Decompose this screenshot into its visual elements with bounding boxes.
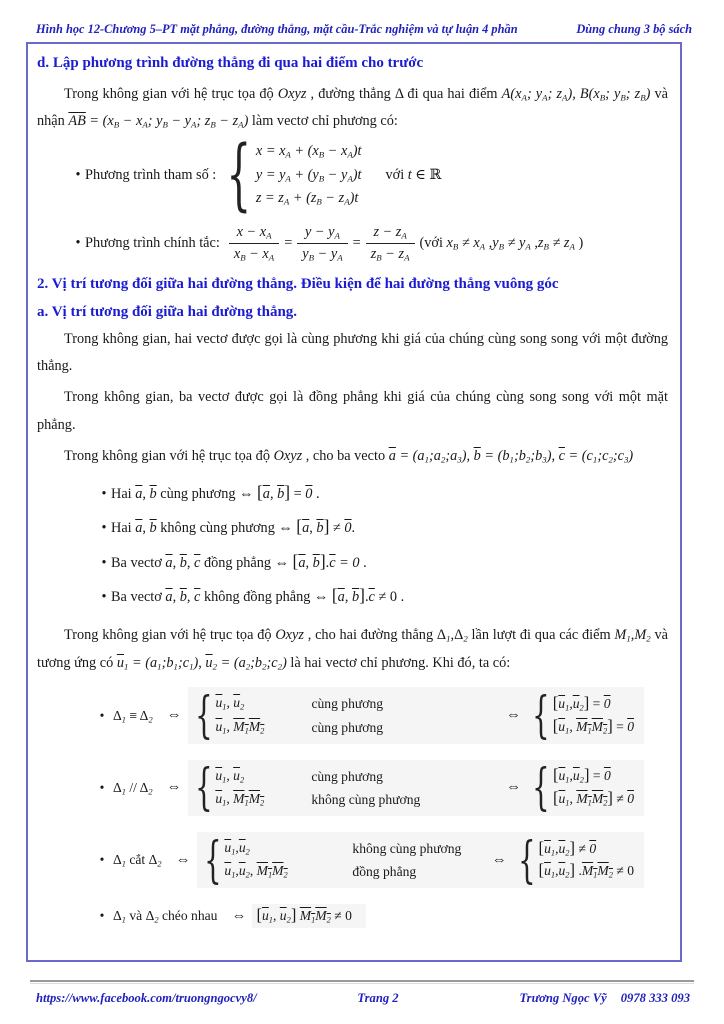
left-brace: { — [194, 686, 213, 745]
iff-arrow: ⇔ — [166, 779, 182, 796]
result-system: { $[\overline{u}_1,\overline{u}_2] = 0$ [$\overline{u}_1$, $M_1M_2] = 0$ — [532, 686, 634, 745]
parametric-equation-row — [71, 130, 668, 221]
section-heading-a: a. Vị trí tương đối giữa hai đường thẳng. — [37, 304, 298, 321]
parametric-system — [220, 130, 362, 221]
result-system: { $[\overline{u}_1,\overline{u}_2] = 0$ [$\overline{u}_1$, $M_1M_2] \ne 0$ — [532, 758, 634, 817]
bullet-dot: • — [99, 852, 105, 867]
left-brace: { — [517, 830, 536, 889]
parametric-label: Phương trình tham số : — [85, 167, 217, 184]
relation-lhs: $\Delta_1$ và $\Delta_2$ chéo nhau — [113, 908, 218, 925]
condition-system: { $\overline{u}_1$, $\overline{u}_2$ cùng phương $\overline{u}_1$, $M_1M_2$ cùng phương — [194, 686, 384, 745]
left-brace: { — [194, 758, 213, 817]
relation-lhs: $\Delta_1$ cắt $\Delta_2$ — [113, 852, 162, 869]
fraction-z: $\frac{z - z_A}{z_B - z_A}$ — [366, 223, 415, 265]
vector-bullet-4: • Ba vectơ $\overline{a}$, $\overline{b}$, $\overline{c}$ không đồng phẳng ⇔ [$\overline{a}$, $\overline{b}].\overline{c} \ne 0$ . — [101, 585, 405, 606]
relation-body — [188, 687, 644, 743]
vector-bullet-3: • Ba vectơ $\overline{a}$, $\overline{b}$, $\overline{c}$ đồng phẳng ⇔ [$\overline{a}$, $\overline{b}].\overline{c} = 0$ . — [101, 550, 367, 571]
iff-arrow: ⇔ — [175, 851, 191, 868]
relation-lhs: $\Delta_1 \equiv \Delta_2$ — [113, 707, 153, 724]
paragraph-two-lines: Trong không gian với hệ trục tọa độ Oxyz , cho hai đường thẳng $\Delta_1,\Delta_2$ lần lượt đi qua các điểm $M_1,M_2$ và tương ứng có $\overline{u}_1$ = $(a_1;b_1;c_1)$, $\overline{u}_2$ = $(a_2;b_2;c_2)$ là hai vectơ chỉ phương. Khi đó, ta có: — [37, 626, 668, 672]
left-brace: { — [203, 830, 222, 889]
parametric-condition: với t ∈ ℝ — [385, 167, 442, 184]
left-brace: { — [532, 686, 550, 745]
relation-body — [252, 904, 365, 928]
bullet-dot: • — [75, 235, 81, 252]
content-box — [26, 42, 682, 962]
equals-sign: = — [284, 235, 293, 252]
paragraph-cung-phuong: Trong không gian, hai vectơ được gọi là cùng phương khi giá của chúng cùng song song với một đường thẳng. — [37, 330, 668, 375]
iff-arrow: ⇔ — [166, 707, 182, 724]
author-info — [399, 991, 690, 1006]
left-brace: { — [226, 130, 252, 221]
author-name: Trương Ngọc Vỹ — [519, 991, 607, 1005]
relation-skew-row — [95, 904, 644, 928]
bullet-dot: • — [99, 707, 105, 723]
parametric-eq-z: $z = z_A + (z_B - z_A)t$ — [255, 190, 359, 207]
header-title: Hình học 12-Chương 5–PT mặt phẳng, đường thẳng, mặt cầu-Trắc nghiệm và tự luận 4 phần — [36, 22, 518, 36]
canonical-label: Phương trình chính tắc: — [85, 235, 220, 252]
relation-coincident-row — [95, 687, 644, 743]
parametric-eq-x: $x = x_A + (x_B - x_A)t$ — [255, 143, 362, 160]
footer-divider — [30, 980, 694, 984]
equals-sign: = — [352, 235, 361, 252]
author-phone: 0978 333 093 — [620, 991, 691, 1005]
facebook-link[interactable]: https://www.facebook.com/truongngocvy8/ — [36, 991, 257, 1005]
fraction-x: $\frac{x - x_A}{x_B - x_A}$ — [229, 223, 279, 265]
header-edition: Dùng chung 3 bộ sách — [576, 22, 692, 36]
condition-system: { $\overline{u}_1$, $\overline{u}_2$ cùng phương $\overline{u}_1$, $M_1M_2$ không cùng phương — [194, 758, 421, 817]
canonical-equation-row — [71, 223, 668, 265]
section-heading-2: 2. Vị trí tương đối giữa hai đường thẳng. Điều kiện để hai đường thẳng vuông góc — [37, 275, 559, 292]
relation-intersect-row — [95, 832, 644, 888]
relation-body — [197, 832, 644, 888]
paragraph-dong-phang: Trong không gian, ba vectơ được gọi là đồng phẳng khi giá của chúng cùng song song với một mặt phẳng. — [37, 389, 668, 434]
bullet-dot: • — [99, 908, 105, 924]
relation-body — [188, 760, 644, 816]
iff-arrow: ⇔ — [491, 851, 507, 868]
vector-bullet-2: • Hai $\overline{a}$, $\overline{b}$ không cùng phương ⇔ [$\overline{a}$, $\overline{b}] \ne 0$. — [101, 516, 356, 537]
skew-formula: [$\overline{u}_1$, $\overline{u}_2$] $M_1M_2 \ne 0$ — [256, 905, 352, 925]
relation-lhs: $\Delta_1 // \Delta_2$ — [113, 779, 153, 797]
page-number: Trang 2 — [357, 991, 399, 1005]
iff-arrow: ⇔ — [505, 707, 521, 724]
canonical-condition: (với $x_B \ne x_A$ $,y_B \ne y_A$ $,z_B \ne z_A$ ) — [419, 235, 584, 252]
section-heading-d: d. Lập phương trình đường thẳng đi qua hai điểm cho trước — [37, 55, 424, 71]
iff-arrow: ⇔ — [506, 779, 522, 796]
fraction-y: $\frac{y - y_A}{y_B - y_A}$ — [297, 223, 347, 265]
iff-arrow: ⇔ — [231, 907, 247, 924]
vector-bullet-1: • Hai $\overline{a}$, $\overline{b}$ cùng phương ⇔ [$\overline{a}$, $\overline{b}] = 0$ . — [101, 481, 320, 502]
parametric-eq-y: $y = y_A + (y_B - y_A)t$ — [255, 166, 362, 184]
bullet-dot: • — [75, 167, 81, 184]
relation-parallel-row — [95, 760, 644, 816]
result-system: { $[\overline{u}_1,\overline{u}_2] \ne 0$ $[\overline{u}_1,\overline{u}_2] .M_1M_2 \ne 0$ — [517, 830, 634, 889]
paragraph-two-points: Trong không gian với hệ trục tọa độ Oxyz , đường thẳng Δ đi qua hai điểm $A(x_A$; $y_A$; $z_A$), $B(x_B$; $y_B$; $z_B$) và nhận $\overline{AB} = (x_B - x_A$; $y_B - y_A$; $z_B - z_A$) làm vectơ chỉ phương có: — [37, 85, 669, 130]
left-brace: { — [532, 758, 550, 817]
page-footer — [36, 991, 690, 1006]
page-header — [36, 22, 692, 37]
bullet-dot: • — [99, 779, 105, 795]
condition-system: { $\overline{u}_1,\overline{u}_2$ không cùng phương $\overline{u}_1,\overline{u}_2$, $M_1M_2$ đồng phẳng — [203, 830, 462, 889]
paragraph-three-vectors: Trong không gian với hệ trục tọa độ Oxyz , cho ba vecto $\overline{a}$ = $(a_1;a_2;a_3)$, $\overline{b}$ = $(b_1;b_2;b_3)$, $\overline{c}$ = $(c_1;c_2;c_3)$ — [64, 448, 634, 465]
